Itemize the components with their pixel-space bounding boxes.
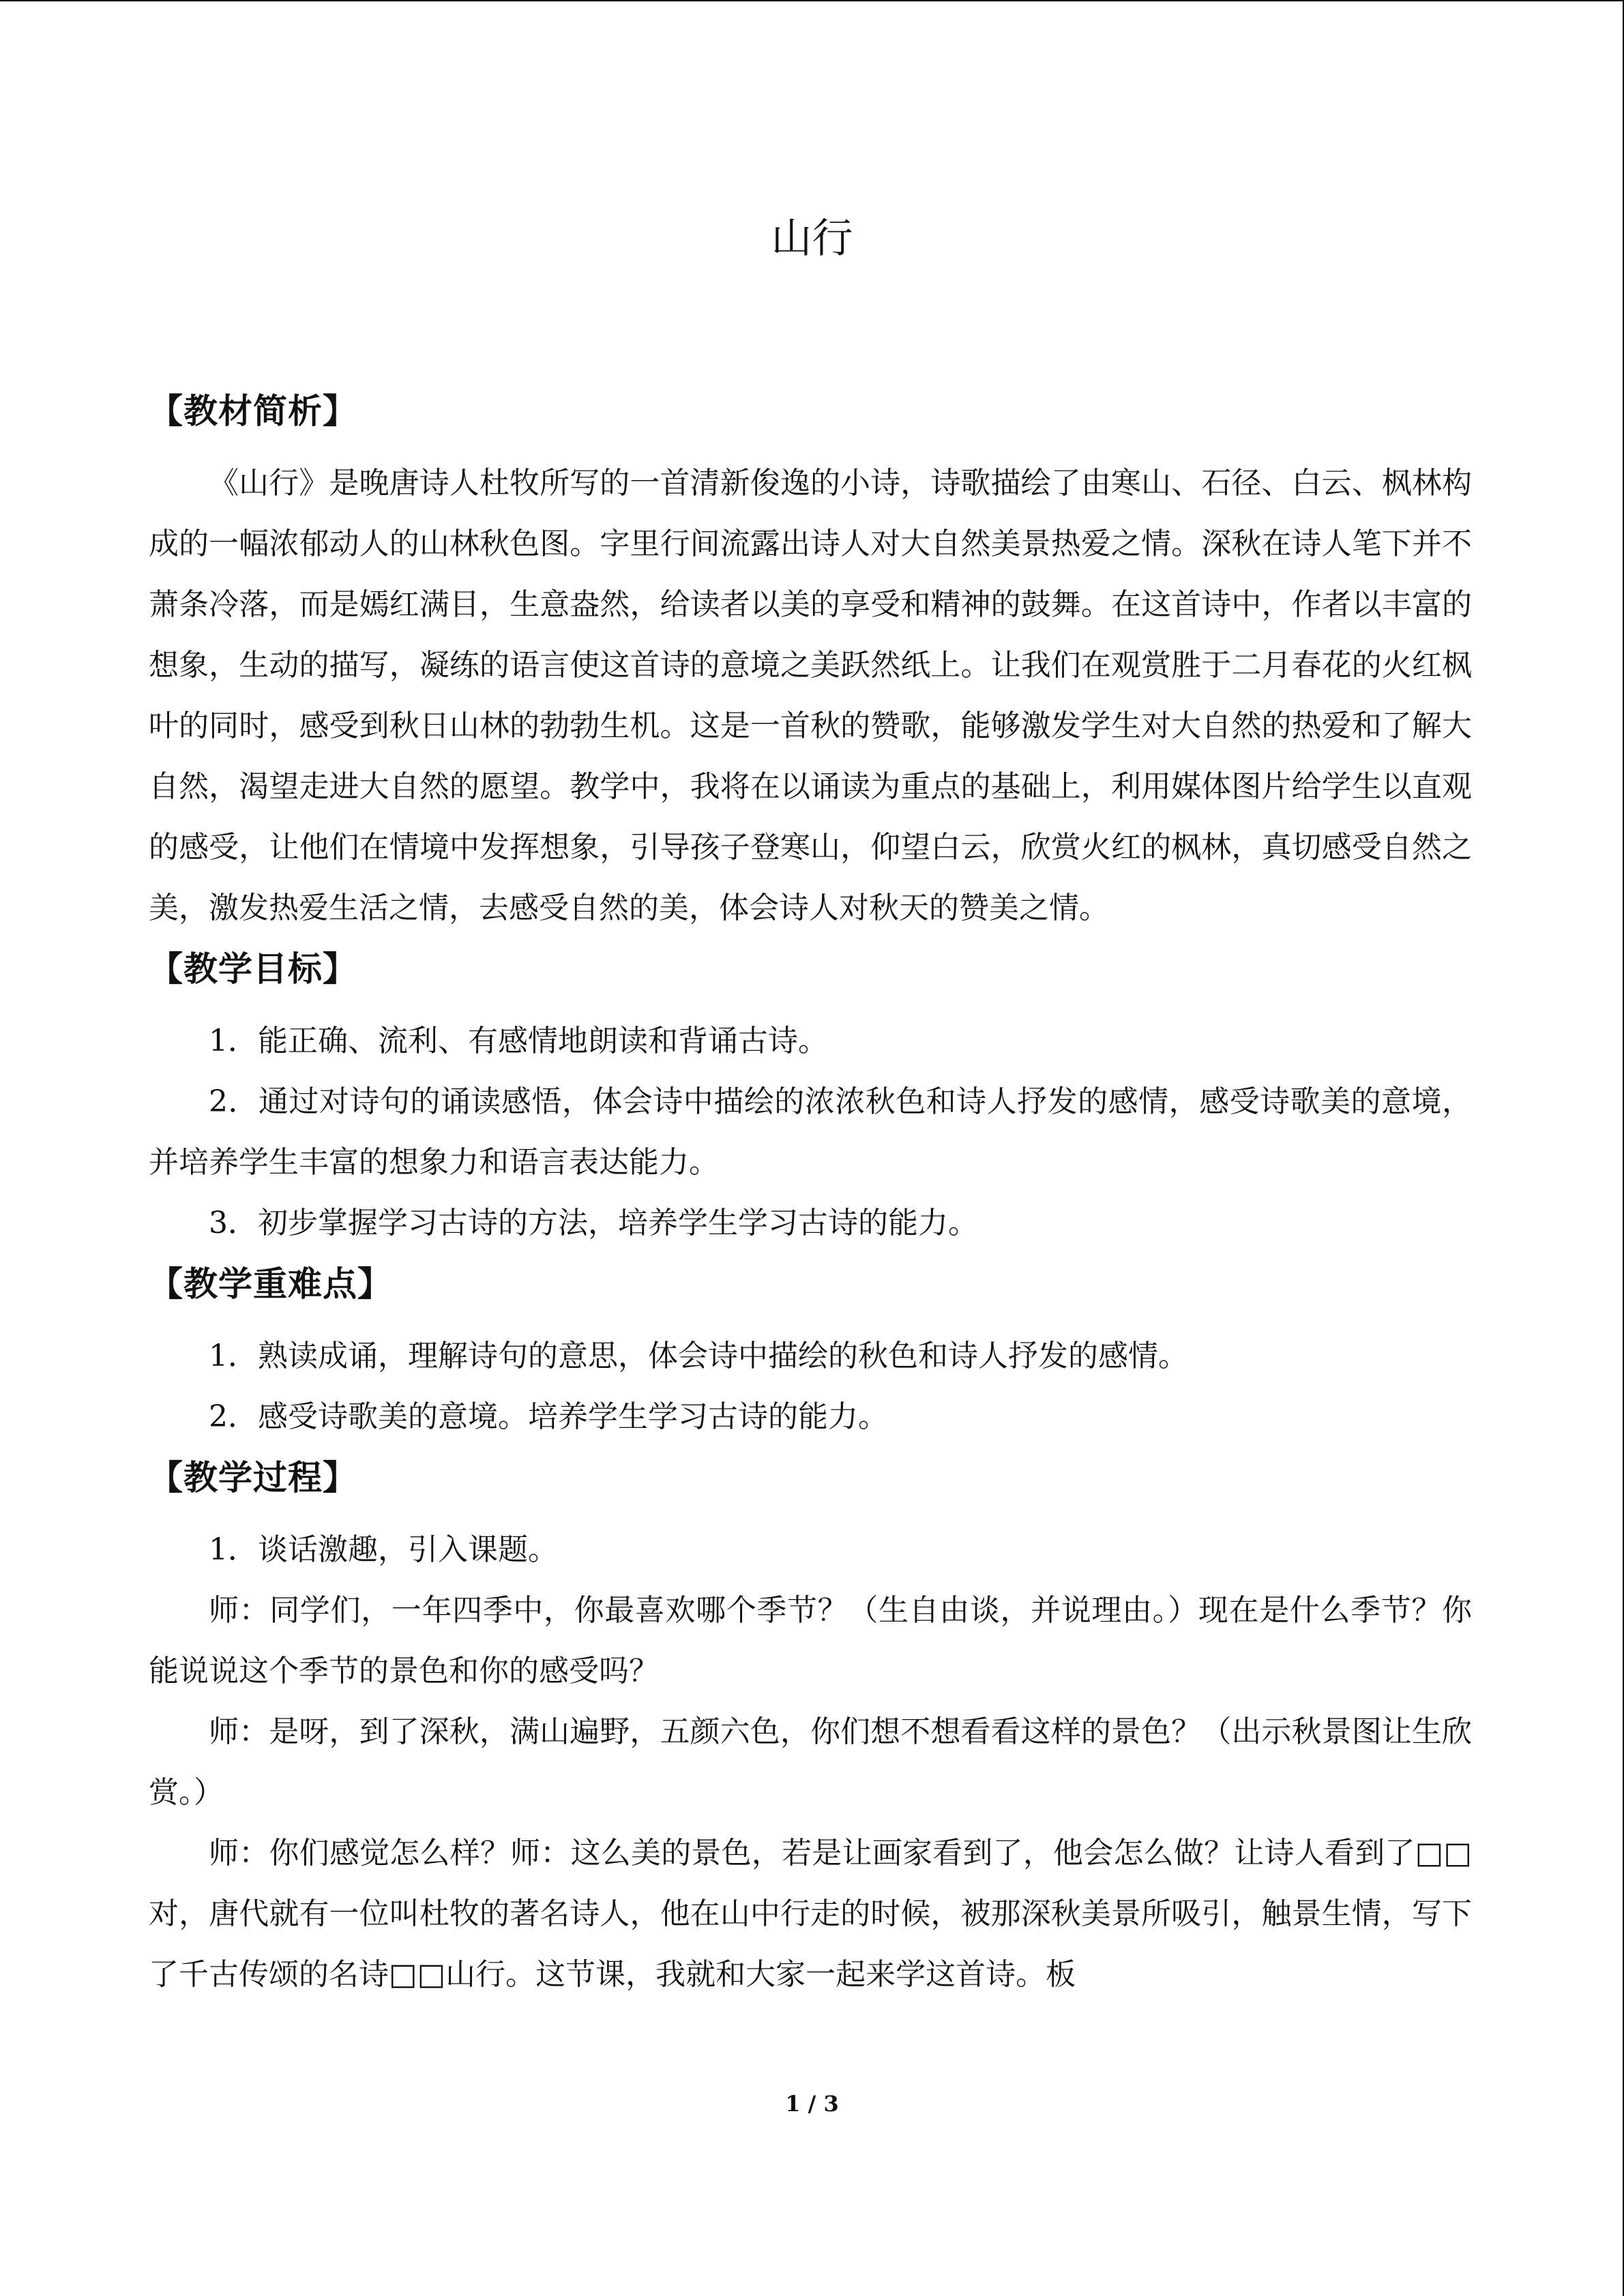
section-key-difficulties [149,1253,1472,1447]
section-teaching-process [149,1447,1472,2005]
list-item: 2．感受诗歌美的意境。培养学生学习古诗的能力。 [209,1399,888,1434]
list-item: 3．初步掌握学习古诗的方法，培养学生学习古诗的能力。 [209,1206,978,1240]
paragraph: 师：你们感觉怎么样？师：这么美的景色，若是让画家看到了，他会怎么做？让诗人看到了□□对，唐代就有一位叫杜牧的著名诗人，他在山中行走的时候，被那深秋美景所吸引，触景生情，写下了千古传颂的名诗□□山行。这节课，我就和大家一起来学这首诗。板 [149,1836,1472,1992]
paragraph: 1．谈话激趣，引入课题。 [209,1532,558,1567]
page-number: 1 / 3 [785,2091,839,2117]
list-item: 1．熟读成诵，理解诗句的意思，体会诗中描绘的秋色和诗人抒发的感情。 [209,1339,1188,1373]
section-heading: 【教学过程】 [149,1458,357,1497]
section-heading: 【教学重难点】 [149,1264,392,1304]
paragraph: 师：同学们，一年四季中，你最喜欢哪个季节？（生自由谈，并说理由。）现在是什么季节？你能说说这个季节的景色和你的感受吗？ [149,1593,1472,1688]
section-heading: 【教学目标】 [149,949,357,989]
section-heading: 【教材简析】 [149,391,357,431]
list-item: 1．能正确、流利、有感情地朗读和背诵古诗。 [209,1024,828,1058]
list-item: 2．通过对诗句的诵读感悟，体会诗中描绘的浓浓秋色和诗人抒发的感情，感受诗歌美的意境，并培养学生丰富的想象力和语言表达能力。 [149,1084,1472,1180]
document-body [149,381,1472,2005]
paragraph: 师：是呀，到了深秋，满山遍野，五颜六色，你们想不想看看这样的景色？（出示秋景图让生欣赏。） [149,1714,1472,1810]
section-textbook-analysis [149,381,1472,938]
paragraph: 《山行》是晚唐诗人杜牧所写的一首清新俊逸的小诗，诗歌描绘了由寒山、石径、白云、枫林构成的一幅浓郁动人的山林秋色图。字里行间流露出诗人对大自然美景热爱之情。深秋在诗人笔下并不萧条冷落，而是嫣红满目，生意盎然，给读者以美的享受和精神的鼓舞。在这首诗中，作者以丰富的想象，生动的描写，凝练的语言使这首诗的意境之美跃然纸上。让我们在观赏胜于二月春花的火红枫叶的同时，感受到秋日山林的勃勃生机。这是一首秋的赞歌，能够激发学生对大自然的热爱和了解大自然，渴望走进大自然的愿望。教学中，我将在以诵读为重点的基础上，利用媒体图片给学生以直观的感受，让他们在情境中发挥想象，引导孩子登寒山，仰望白云，欣赏火红的枫林，真切感受自然之美，激发热爱生活之情，去感受自然的美，体会诗人对秋天的赞美之情。 [149,466,1472,925]
section-teaching-objectives [149,938,1472,1253]
document-title: 山行 [771,215,853,263]
